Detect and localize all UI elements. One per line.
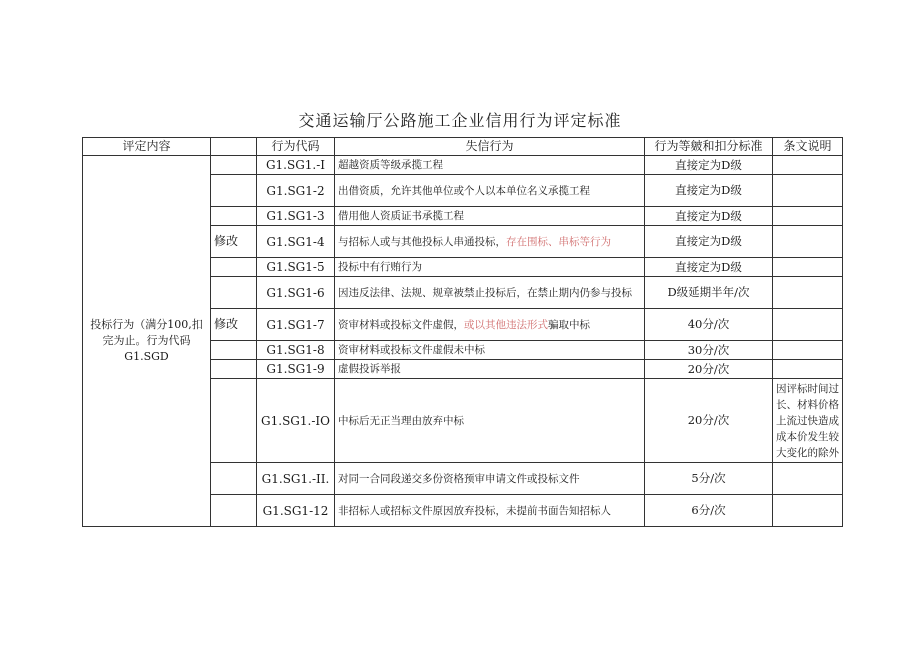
- behavior-cell: [335, 495, 645, 527]
- behavior-text: 超越资质等级承揽工程: [338, 159, 443, 171]
- page-title: 交通运输厅公路施工企业信用行为评定标准: [298, 111, 622, 130]
- code-cell: G1.SG1-7: [257, 309, 335, 341]
- behavior-cell: [335, 258, 645, 277]
- modify-cell: [211, 207, 257, 226]
- standard-cell: 20分/次: [645, 379, 773, 463]
- code-cell: G1.SG1-8: [257, 341, 335, 360]
- behavior-cell: [335, 277, 645, 309]
- behavior-text-tail: 骗取中标: [548, 318, 590, 331]
- modify-cell: [211, 277, 257, 309]
- notes-cell: [773, 207, 843, 226]
- standard-cell: 直接定为D级: [645, 156, 773, 175]
- behavior-text: 借用他人资质证书承揽工程: [338, 210, 464, 222]
- modify-cell: [211, 341, 257, 360]
- behavior-text: 对同一合同段递交多份资格预审申请文件或投标文件: [338, 472, 580, 485]
- behavior-text: 虚假投诉举报: [338, 363, 401, 375]
- notes-cell: [773, 495, 843, 527]
- behavior-cell: [335, 175, 645, 207]
- behavior-text: 投标中有行贿行为: [338, 261, 422, 273]
- code-cell: G1.SG1-5: [257, 258, 335, 277]
- modify-cell: [211, 463, 257, 495]
- modify-cell: [211, 156, 257, 175]
- modify-cell: [211, 175, 257, 207]
- code-cell: G1.SG1-6: [257, 277, 335, 309]
- modify-cell: [211, 360, 257, 379]
- behavior-text: 出借资质，允许其他单位或个人以本单位名义承揽工程: [338, 184, 590, 197]
- standard-cell: D级延期半年/次: [645, 277, 773, 309]
- code-cell: G1.SG1-9: [257, 360, 335, 379]
- notes-cell: [773, 463, 843, 495]
- notes-cell: [773, 360, 843, 379]
- header-standard: 行为等皴和扣分标准: [645, 138, 773, 156]
- notes-cell: [773, 309, 843, 341]
- notes-cell: [773, 175, 843, 207]
- table-row: [83, 156, 843, 175]
- behavior-text: 与招标人或与其他投标人串通投标，: [338, 235, 506, 248]
- header-code: 行为代码: [257, 138, 335, 156]
- category-cell: 投标行为（满分100,扣完为止。行为代码G1.SGD: [83, 156, 211, 527]
- behavior-text: 因违反法律、法规、规章被禁止投标后，在禁止期内仍参与投标: [338, 286, 632, 299]
- notes-cell: [773, 277, 843, 309]
- code-cell: G1.SG1-3: [257, 207, 335, 226]
- code-cell: G1.SG1.-IO: [257, 379, 335, 463]
- modify-cell: [211, 379, 257, 463]
- behavior-cell: [335, 309, 645, 341]
- standard-cell: 6分/次: [645, 495, 773, 527]
- header-modify: [211, 138, 257, 156]
- code-cell: G1.SG1.-I: [257, 156, 335, 175]
- behavior-revision-text: 或以其他违法形式: [464, 318, 548, 331]
- behavior-text: 中标后无正当理由放弃中标: [338, 414, 464, 427]
- notes-cell: [773, 341, 843, 360]
- code-cell: G1.SG1-4: [257, 226, 335, 258]
- behavior-text: 资审材料或投标文件虚假，: [338, 318, 464, 331]
- standard-cell: 40分/次: [645, 309, 773, 341]
- standard-cell: 直接定为D级: [645, 226, 773, 258]
- modify-cell: 修改: [211, 309, 257, 341]
- notes-cell: [773, 226, 843, 258]
- standard-cell: 直接定为D级: [645, 207, 773, 226]
- notes-cell: 因评标时间过长、材料价格上流过快造成成本价发生较大变化的除外: [773, 379, 843, 463]
- header-row: [83, 138, 843, 156]
- standard-cell: 5分/次: [645, 463, 773, 495]
- header-behavior: 失信行为: [335, 138, 645, 156]
- behavior-cell: [335, 360, 645, 379]
- standard-cell: 直接定为D级: [645, 175, 773, 207]
- code-cell: G1.SG1-12: [257, 495, 335, 527]
- modify-cell: [211, 495, 257, 527]
- standard-cell: 30分/次: [645, 341, 773, 360]
- code-cell: G1.SG1-2: [257, 175, 335, 207]
- notes-cell: [773, 258, 843, 277]
- behavior-revision-text: 存在围标、串标等行为: [506, 235, 611, 248]
- notes-cell: [773, 156, 843, 175]
- behavior-cell: [335, 156, 645, 175]
- standard-cell: 20分/次: [645, 360, 773, 379]
- behavior-cell: [335, 341, 645, 360]
- behavior-cell: [335, 226, 645, 258]
- modify-cell: [211, 258, 257, 277]
- standard-cell: 直接定为D级: [645, 258, 773, 277]
- header-category: 评定内容: [83, 138, 211, 156]
- behavior-text: 资审材料或投标文件虚假未中标: [338, 344, 485, 356]
- behavior-text: 非招标人或招标文件原因放弃投标，未提前书面告知招标人: [338, 504, 611, 517]
- code-cell: G1.SG1.-II.: [257, 463, 335, 495]
- modify-cell: 修改: [211, 226, 257, 258]
- header-notes: 条文说明: [773, 138, 843, 156]
- behavior-cell: [335, 379, 645, 463]
- behavior-cell: [335, 463, 645, 495]
- criteria-table: [82, 137, 843, 527]
- behavior-cell: [335, 207, 645, 226]
